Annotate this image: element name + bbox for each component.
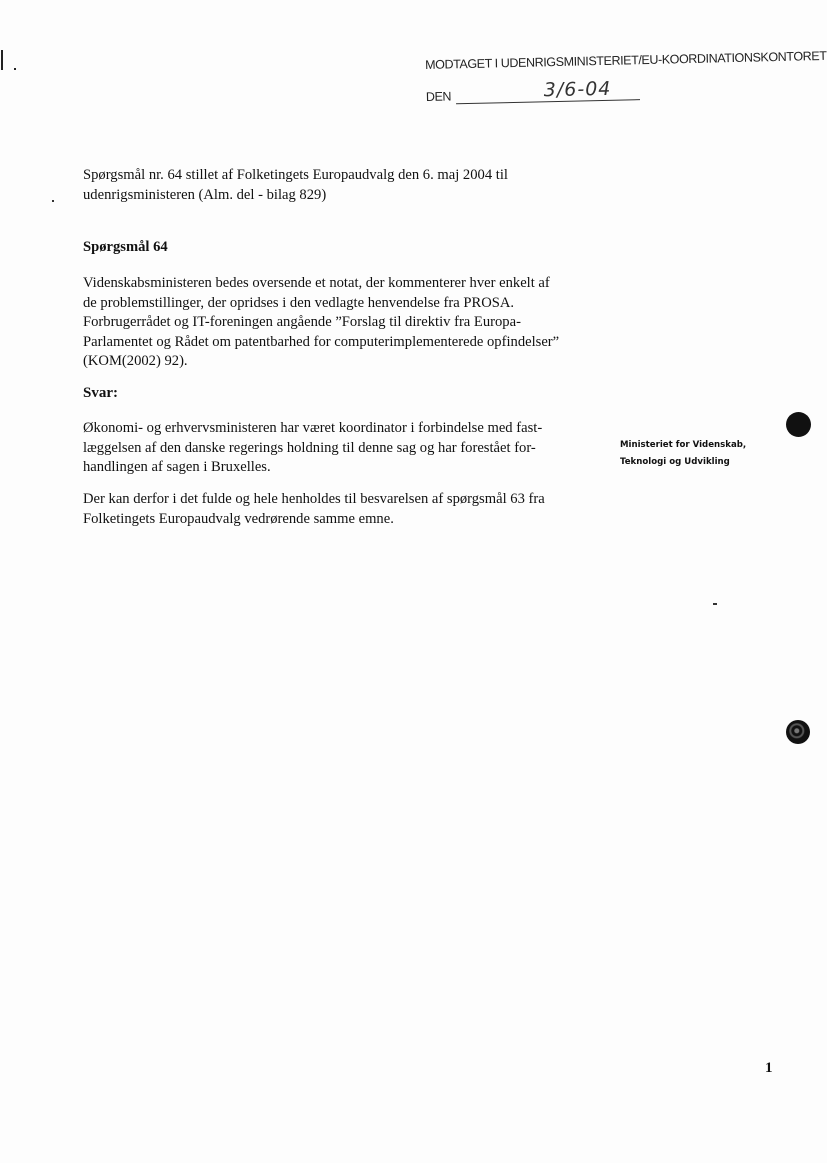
text-line: udenrigsministeren (Alm. del - bilag 829) <box>83 186 327 203</box>
scan-edge-mark <box>14 68 16 70</box>
answer-paragraph-2 <box>83 490 593 529</box>
text-line: Videnskabsministeren bedes oversende et notat, der kommenterer hver enkelt af <box>83 275 550 291</box>
punch-hole <box>786 412 811 437</box>
text-line: Spørgsmål nr. 64 stillet af Folketingets Europaudvalg den 6. maj 2004 til <box>83 167 508 183</box>
text-line: (KOM(2002) 92). <box>83 353 188 370</box>
text-line: Folketingets Europaudvalg vedrørende samme emne. <box>83 510 394 527</box>
punch-hole <box>786 720 810 744</box>
stamp-date-row <box>425 77 656 108</box>
text-line: Økonomi- og erhvervsministeren har været koordinator i forbindelse med fast- <box>83 420 543 436</box>
stamp-date-label: DEN <box>425 89 452 104</box>
ministry-line: Teknologi og Udvikling <box>620 457 730 467</box>
text-line: Der kan derfor i det fulde og hele henholdes til besvarelsen af spørgsmål 63 fra <box>83 491 545 507</box>
question-heading: Spørgsmål 64 <box>83 239 168 255</box>
answer-paragraph-1 <box>83 419 593 478</box>
scan-speck <box>713 603 717 605</box>
text-line: de problemstillinger, der opridses i den vedlagte henvendelse fra PROSA. <box>83 294 515 311</box>
received-stamp <box>425 48 827 104</box>
text-line: handlingen af sagen i Bruxelles. <box>83 459 271 476</box>
scan-speck <box>52 200 54 202</box>
stamp-handwritten-date: 3/6-04 <box>543 77 612 102</box>
scan-edge-mark <box>1 50 3 70</box>
text-line: læggelsen af den danske regerings holdning til denne sag og har forestået for- <box>83 439 536 456</box>
answer-heading: Svar: <box>83 385 118 401</box>
question-body <box>83 274 593 372</box>
text-line: Forbrugerrådet og IT-foreningen angående ”Forslag til direktiv fra Europa- <box>83 314 521 331</box>
page-number: 1 <box>765 1060 773 1076</box>
ministry-line: Ministeriet for Videnskab, <box>620 440 747 450</box>
text-line: Parlamentet og Rådet om patentbarhed for computerimplementerede opfindelser” <box>83 333 560 350</box>
ministry-name <box>620 437 746 471</box>
question-intro <box>83 166 593 205</box>
stamp-title: MODTAGET I UDENRIGSMINISTERIET/EU-KOORDINATIONSKONTORET <box>425 48 827 72</box>
